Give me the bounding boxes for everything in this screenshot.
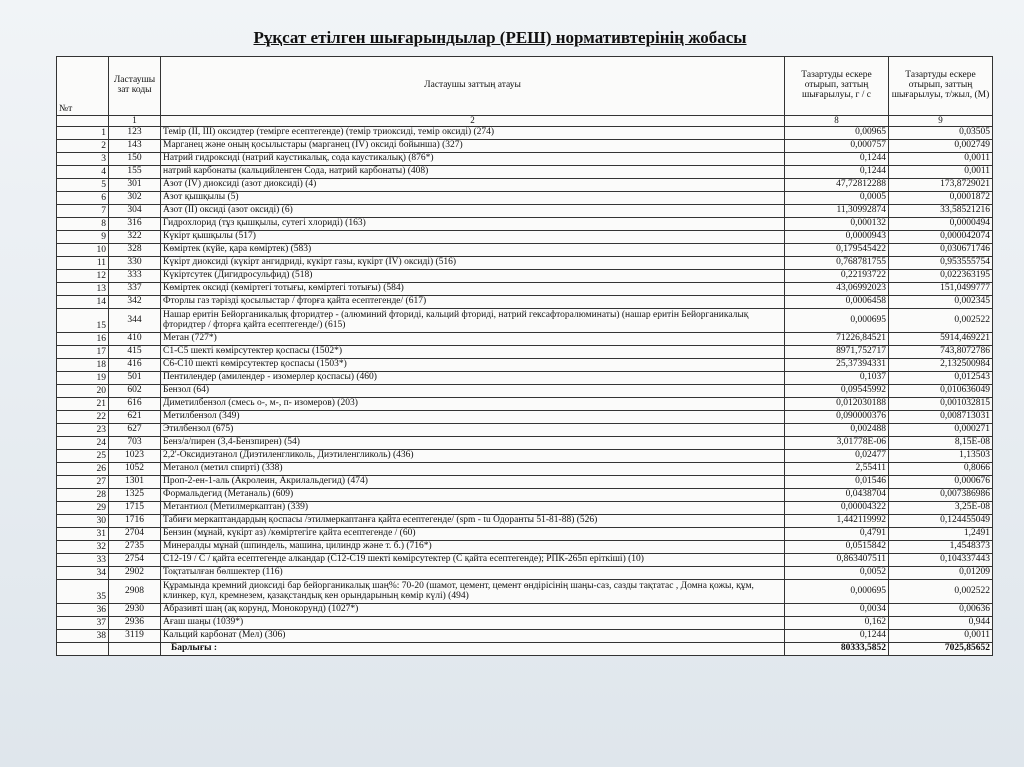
row-number: 12 bbox=[57, 270, 109, 283]
table-row bbox=[57, 166, 993, 179]
row-emission-ty: 5914,469221 bbox=[889, 333, 993, 346]
row-code: 1301 bbox=[109, 476, 161, 489]
row-emission-ty: 0,012543 bbox=[889, 372, 993, 385]
table-row bbox=[57, 580, 993, 604]
row-emission-gs: 0,179545422 bbox=[785, 244, 889, 257]
table-row bbox=[57, 244, 993, 257]
row-code: 2936 bbox=[109, 617, 161, 630]
row-emission-gs: 1,442119992 bbox=[785, 515, 889, 528]
row-emission-gs: 0,863407511 bbox=[785, 554, 889, 567]
row-emission-gs: 0,000695 bbox=[785, 309, 889, 333]
row-code: 342 bbox=[109, 296, 161, 309]
row-emission-ty: 0,022363195 bbox=[889, 270, 993, 283]
row-emission-gs: 0,00965 bbox=[785, 127, 889, 140]
header-gs: Тазартуды ескере отырып, заттың шығарылуы, г / с bbox=[785, 57, 889, 116]
row-code: 416 bbox=[109, 359, 161, 372]
row-emission-ty: 3,25E-08 bbox=[889, 502, 993, 515]
row-number: 20 bbox=[57, 385, 109, 398]
row-emission-ty: 0,002345 bbox=[889, 296, 993, 309]
row-emission-gs: 0,1244 bbox=[785, 630, 889, 643]
table-row bbox=[57, 140, 993, 153]
colnum-2: 2 bbox=[161, 116, 785, 127]
row-number: 11 bbox=[57, 257, 109, 270]
row-code: 344 bbox=[109, 309, 161, 333]
row-number: 2 bbox=[57, 140, 109, 153]
row-number: 38 bbox=[57, 630, 109, 643]
row-code: 2704 bbox=[109, 528, 161, 541]
row-number: 23 bbox=[57, 424, 109, 437]
row-substance-name: Марганец және оның қосылыстары (марганец (IV) оксиді бойынша) (327) bbox=[161, 140, 785, 153]
table-row bbox=[57, 398, 993, 411]
row-substance-name: Кальций карбонат (Мел) (306) bbox=[161, 630, 785, 643]
row-code: 333 bbox=[109, 270, 161, 283]
row-substance-name: Абразивті шаң (ақ корунд, Монокорунд) (1027*) bbox=[161, 604, 785, 617]
row-substance-name: Нашар еритін Бейорганикалық фторидтер - (алюминий фториді, кальций фториді, натрий гексафторалюминаты) (нашар еритін Бейорганикалық фторидтер / фторға қайта есептегенде/) (615) bbox=[161, 309, 785, 333]
row-number: 15 bbox=[57, 309, 109, 333]
row-number: 10 bbox=[57, 244, 109, 257]
row-emission-gs: 0,1244 bbox=[785, 166, 889, 179]
total-label: Барлығы : bbox=[161, 643, 785, 656]
emissions-table bbox=[56, 56, 993, 656]
header-number: №т bbox=[57, 57, 109, 116]
row-number: 17 bbox=[57, 346, 109, 359]
table-row bbox=[57, 296, 993, 309]
row-emission-ty: 0,0011 bbox=[889, 153, 993, 166]
row-emission-ty: 0,03505 bbox=[889, 127, 993, 140]
row-emission-ty: 0,001032815 bbox=[889, 398, 993, 411]
row-code: 1052 bbox=[109, 463, 161, 476]
row-emission-gs: 0,0006458 bbox=[785, 296, 889, 309]
row-emission-gs: 0,090000376 bbox=[785, 411, 889, 424]
row-code: 328 bbox=[109, 244, 161, 257]
row-code: 621 bbox=[109, 411, 161, 424]
row-emission-gs: 0,000695 bbox=[785, 580, 889, 604]
row-substance-name: С12-19 / С / қайта есептегенде алкандар (С12-С19 шекті көмірсутектер (С қайта есептегенде); РПК-265п еріткіші) (10) bbox=[161, 554, 785, 567]
row-substance-name: Диметилбензол (смесь о-, м-, п- изомеров) (203) bbox=[161, 398, 785, 411]
table-row bbox=[57, 127, 993, 140]
row-emission-ty: 0,010636049 bbox=[889, 385, 993, 398]
row-code: 703 bbox=[109, 437, 161, 450]
colnum-8: 8 bbox=[785, 116, 889, 127]
row-number: 28 bbox=[57, 489, 109, 502]
row-number: 35 bbox=[57, 580, 109, 604]
table-row bbox=[57, 424, 993, 437]
row-emission-ty: 0,000042074 bbox=[889, 231, 993, 244]
row-number: 29 bbox=[57, 502, 109, 515]
row-emission-gs: 0,0034 bbox=[785, 604, 889, 617]
row-code: 155 bbox=[109, 166, 161, 179]
row-emission-ty: 743,8072786 bbox=[889, 346, 993, 359]
row-emission-ty: 0,030671746 bbox=[889, 244, 993, 257]
row-substance-name: Гидрохлорид (тұз қышқылы, сутегі хлориді) (163) bbox=[161, 218, 785, 231]
row-number: 30 bbox=[57, 515, 109, 528]
row-emission-gs: 47,72812288 bbox=[785, 179, 889, 192]
page-title: Рұқсат етілген шығарындылар (РЕШ) нормативтерінің жобасы bbox=[253, 28, 747, 47]
row-emission-ty: 33,58521216 bbox=[889, 205, 993, 218]
row-number: 5 bbox=[57, 179, 109, 192]
table-row bbox=[57, 450, 993, 463]
row-emission-gs: 43,06992023 bbox=[785, 283, 889, 296]
row-substance-name: натрий карбонаты (кальцийленген Сода, натрий карбонаты) (408) bbox=[161, 166, 785, 179]
row-code: 316 bbox=[109, 218, 161, 231]
table-row bbox=[57, 205, 993, 218]
row-emission-gs: 0,162 bbox=[785, 617, 889, 630]
row-code: 301 bbox=[109, 179, 161, 192]
row-code: 410 bbox=[109, 333, 161, 346]
row-substance-name: Күкірт қышқылы (517) bbox=[161, 231, 785, 244]
row-emission-gs: 0,768781755 bbox=[785, 257, 889, 270]
row-number: 34 bbox=[57, 567, 109, 580]
row-emission-ty: 0,002749 bbox=[889, 140, 993, 153]
row-number: 1 bbox=[57, 127, 109, 140]
row-emission-ty: 0,0000494 bbox=[889, 218, 993, 231]
row-substance-name: Метантиол (Метилмеркаптан) (339) bbox=[161, 502, 785, 515]
row-emission-ty: 0,000676 bbox=[889, 476, 993, 489]
row-emission-ty: 0,002522 bbox=[889, 309, 993, 333]
row-code: 415 bbox=[109, 346, 161, 359]
row-emission-ty: 2,132500984 bbox=[889, 359, 993, 372]
row-emission-ty: 0,0011 bbox=[889, 630, 993, 643]
row-substance-name: Тоқтатылған бөлшектер (116) bbox=[161, 567, 785, 580]
row-emission-ty: 173,8729021 bbox=[889, 179, 993, 192]
column-number-row bbox=[57, 116, 993, 127]
total-empty-1 bbox=[57, 643, 109, 656]
table-row bbox=[57, 604, 993, 617]
row-emission-gs: 11,30992874 bbox=[785, 205, 889, 218]
total-gs: 80333,5852 bbox=[785, 643, 889, 656]
row-number: 37 bbox=[57, 617, 109, 630]
row-emission-gs: 0,00004322 bbox=[785, 502, 889, 515]
row-substance-name: Этилбензол (675) bbox=[161, 424, 785, 437]
row-substance-name: Метанол (метил спирті) (338) bbox=[161, 463, 785, 476]
header-row bbox=[57, 57, 993, 116]
row-emission-gs: 0,4791 bbox=[785, 528, 889, 541]
table-row bbox=[57, 270, 993, 283]
row-code: 2754 bbox=[109, 554, 161, 567]
row-emission-ty: 0,0011 bbox=[889, 166, 993, 179]
row-substance-name: Пентилендер (амилендер - изомерлер қоспасы) (460) bbox=[161, 372, 785, 385]
row-number: 18 bbox=[57, 359, 109, 372]
row-number: 8 bbox=[57, 218, 109, 231]
row-code: 304 bbox=[109, 205, 161, 218]
row-substance-name: Бенз/а/пирен (3,4-Бензпирен) (54) bbox=[161, 437, 785, 450]
table-row bbox=[57, 257, 993, 270]
row-emission-ty: 0,104337443 bbox=[889, 554, 993, 567]
row-emission-ty: 0,953555754 bbox=[889, 257, 993, 270]
row-substance-name: Ағаш шаңы (1039*) bbox=[161, 617, 785, 630]
row-substance-name: Натрий гидроксиді (натрий каустикалық, сода каустикалық) (876*) bbox=[161, 153, 785, 166]
row-substance-name: 2,2'-Оксидиэтанол (Диэтиленгликоль, Диэтиленгликоль) (436) bbox=[161, 450, 785, 463]
row-emission-gs: 0,0052 bbox=[785, 567, 889, 580]
row-substance-name: Проп-2-ен-1-аль (Акролеин, Акрилальдегид) (474) bbox=[161, 476, 785, 489]
header-ty: Тазартуды ескере отырып, заттың шығарылуы, т/жыл, (М) bbox=[889, 57, 993, 116]
table-row bbox=[57, 346, 993, 359]
row-emission-gs: 3,01778E-06 bbox=[785, 437, 889, 450]
row-substance-name: С6-С10 шекті көмірсутектер қоспасы (1503*) bbox=[161, 359, 785, 372]
table-row bbox=[57, 630, 993, 643]
row-code: 2908 bbox=[109, 580, 161, 604]
total-row bbox=[57, 643, 993, 656]
row-code: 2735 bbox=[109, 541, 161, 554]
row-emission-ty: 0,01209 bbox=[889, 567, 993, 580]
header-name: Ластаушы заттың атауы bbox=[161, 57, 785, 116]
row-emission-gs: 0,22193722 bbox=[785, 270, 889, 283]
row-emission-gs: 0,002488 bbox=[785, 424, 889, 437]
row-emission-ty: 151,0499777 bbox=[889, 283, 993, 296]
row-emission-gs: 0,0000943 bbox=[785, 231, 889, 244]
table-row bbox=[57, 528, 993, 541]
row-substance-name: Метан (727*) bbox=[161, 333, 785, 346]
row-number: 24 bbox=[57, 437, 109, 450]
row-substance-name: Күкіртсутек (Дигидросульфид) (518) bbox=[161, 270, 785, 283]
table-row bbox=[57, 385, 993, 398]
row-emission-gs: 0,0438704 bbox=[785, 489, 889, 502]
row-number: 33 bbox=[57, 554, 109, 567]
row-substance-name: Минералды мұнай (шпиндель, машина, цилиндр және т. б.) (716*) bbox=[161, 541, 785, 554]
row-emission-ty: 0,008713031 bbox=[889, 411, 993, 424]
row-code: 627 bbox=[109, 424, 161, 437]
row-code: 1023 bbox=[109, 450, 161, 463]
row-emission-gs: 2,55411 bbox=[785, 463, 889, 476]
row-emission-ty: 0,000271 bbox=[889, 424, 993, 437]
row-code: 123 bbox=[109, 127, 161, 140]
table-row bbox=[57, 372, 993, 385]
table-row bbox=[57, 283, 993, 296]
row-emission-ty: 0,007386986 bbox=[889, 489, 993, 502]
row-code: 1325 bbox=[109, 489, 161, 502]
table-row bbox=[57, 333, 993, 346]
row-substance-name: Құрамында кремний диоксиді бар бейорганикалық шаң%: 70-20 (шамот, цемент, цемент өндірісінің шаңы-саз, сазды тақтатас , Домна қожы, құм, клинкер, күл, кремнезем, қазақстандық кен орындарының көмір күлі) (494) bbox=[161, 580, 785, 604]
row-substance-name: Көміртек (күйе, қара көміртек) (583) bbox=[161, 244, 785, 257]
row-number: 13 bbox=[57, 283, 109, 296]
row-code: 616 bbox=[109, 398, 161, 411]
colnum-9: 9 bbox=[889, 116, 993, 127]
row-emission-gs: 0,1244 bbox=[785, 153, 889, 166]
row-emission-gs: 71226,84521 bbox=[785, 333, 889, 346]
row-emission-gs: 0,000132 bbox=[785, 218, 889, 231]
table-row bbox=[57, 179, 993, 192]
row-substance-name: Күкірт диоксиді (күкірт ангидриді, күкірт газы, күкірт (IV) оксиді) (516) bbox=[161, 257, 785, 270]
row-emission-ty: 0,124455049 bbox=[889, 515, 993, 528]
row-emission-gs: 8971,752717 bbox=[785, 346, 889, 359]
row-emission-gs: 0,1037 bbox=[785, 372, 889, 385]
total-ty: 7025,85652 bbox=[889, 643, 993, 656]
table-row bbox=[57, 231, 993, 244]
row-number: 3 bbox=[57, 153, 109, 166]
row-emission-ty: 1,2491 bbox=[889, 528, 993, 541]
row-emission-gs: 0,0005 bbox=[785, 192, 889, 205]
row-substance-name: Азот (II) оксиді (азот оксиді) (6) bbox=[161, 205, 785, 218]
row-emission-ty: 8,15E-08 bbox=[889, 437, 993, 450]
table-row bbox=[57, 541, 993, 554]
row-code: 322 bbox=[109, 231, 161, 244]
table-row bbox=[57, 515, 993, 528]
row-code: 150 bbox=[109, 153, 161, 166]
colnum-empty bbox=[57, 116, 109, 127]
table-row bbox=[57, 489, 993, 502]
table-row bbox=[57, 463, 993, 476]
row-substance-name: С1-С5 шекті көмірсутектер қоспасы (1502*) bbox=[161, 346, 785, 359]
row-number: 9 bbox=[57, 231, 109, 244]
row-number: 26 bbox=[57, 463, 109, 476]
row-substance-name: Темір (II, III) оксидтер (темірге есептегенде) (темір триоксиді, темір оксиді) (274) bbox=[161, 127, 785, 140]
row-substance-name: Көміртек оксиді (көміртегі тотығы, көміртегі тотығы) (584) bbox=[161, 283, 785, 296]
row-code: 1716 bbox=[109, 515, 161, 528]
row-substance-name: Фторлы газ тәрізді қосылыстар / фторға қайта есептегенде/ (617) bbox=[161, 296, 785, 309]
row-emission-gs: 0,09545992 bbox=[785, 385, 889, 398]
table-row bbox=[57, 617, 993, 630]
row-substance-name: Бензин (мұнай, күкірт аз) /көміртегіге қайта есептегенде / (60) bbox=[161, 528, 785, 541]
row-number: 4 bbox=[57, 166, 109, 179]
row-emission-gs: 0,01546 bbox=[785, 476, 889, 489]
row-code: 1715 bbox=[109, 502, 161, 515]
row-emission-ty: 1,13503 bbox=[889, 450, 993, 463]
row-substance-name: Бензол (64) bbox=[161, 385, 785, 398]
row-number: 16 bbox=[57, 333, 109, 346]
header-code: Ластаушы зат коды bbox=[109, 57, 161, 116]
row-number: 21 bbox=[57, 398, 109, 411]
row-emission-ty: 0,002522 bbox=[889, 580, 993, 604]
row-emission-ty: 0,944 bbox=[889, 617, 993, 630]
row-substance-name: Табиғи меркаптандардың қоспасы /этилмеркаптанға қайта есептегенде/ (spm - tu Одоранты 51-81-88) (526) bbox=[161, 515, 785, 528]
row-number: 32 bbox=[57, 541, 109, 554]
table-row bbox=[57, 476, 993, 489]
table-row bbox=[57, 218, 993, 231]
row-code: 501 bbox=[109, 372, 161, 385]
row-number: 19 bbox=[57, 372, 109, 385]
row-number: 22 bbox=[57, 411, 109, 424]
row-code: 143 bbox=[109, 140, 161, 153]
row-code: 2902 bbox=[109, 567, 161, 580]
row-emission-ty: 1,4548373 bbox=[889, 541, 993, 554]
row-number: 7 bbox=[57, 205, 109, 218]
row-emission-gs: 0,000757 bbox=[785, 140, 889, 153]
row-emission-ty: 0,0001872 bbox=[889, 192, 993, 205]
table-row bbox=[57, 153, 993, 166]
row-code: 2930 bbox=[109, 604, 161, 617]
row-emission-gs: 0,02477 bbox=[785, 450, 889, 463]
row-number: 6 bbox=[57, 192, 109, 205]
row-emission-gs: 0,0515842 bbox=[785, 541, 889, 554]
row-code: 337 bbox=[109, 283, 161, 296]
row-number: 27 bbox=[57, 476, 109, 489]
table-row bbox=[57, 554, 993, 567]
row-emission-ty: 0,00636 bbox=[889, 604, 993, 617]
row-substance-name: Азот (IV) диоксиді (азот диоксиді) (4) bbox=[161, 179, 785, 192]
row-code: 302 bbox=[109, 192, 161, 205]
row-code: 330 bbox=[109, 257, 161, 270]
row-substance-name: Азот қышқылы (5) bbox=[161, 192, 785, 205]
row-code: 602 bbox=[109, 385, 161, 398]
row-substance-name: Метилбензол (349) bbox=[161, 411, 785, 424]
row-substance-name: Формальдегид (Метаналь) (609) bbox=[161, 489, 785, 502]
row-emission-gs: 0,012030188 bbox=[785, 398, 889, 411]
row-number: 31 bbox=[57, 528, 109, 541]
table-row bbox=[57, 192, 993, 205]
total-empty-2 bbox=[109, 643, 161, 656]
table-row bbox=[57, 411, 993, 424]
table-row bbox=[57, 567, 993, 580]
row-emission-gs: 25,37394331 bbox=[785, 359, 889, 372]
row-number: 14 bbox=[57, 296, 109, 309]
table-row bbox=[57, 309, 993, 333]
table-row bbox=[57, 359, 993, 372]
row-number: 25 bbox=[57, 450, 109, 463]
row-number: 36 bbox=[57, 604, 109, 617]
colnum-1: 1 bbox=[109, 116, 161, 127]
row-code: 3119 bbox=[109, 630, 161, 643]
row-emission-ty: 0,8066 bbox=[889, 463, 993, 476]
table-row bbox=[57, 502, 993, 515]
table-row bbox=[57, 437, 993, 450]
